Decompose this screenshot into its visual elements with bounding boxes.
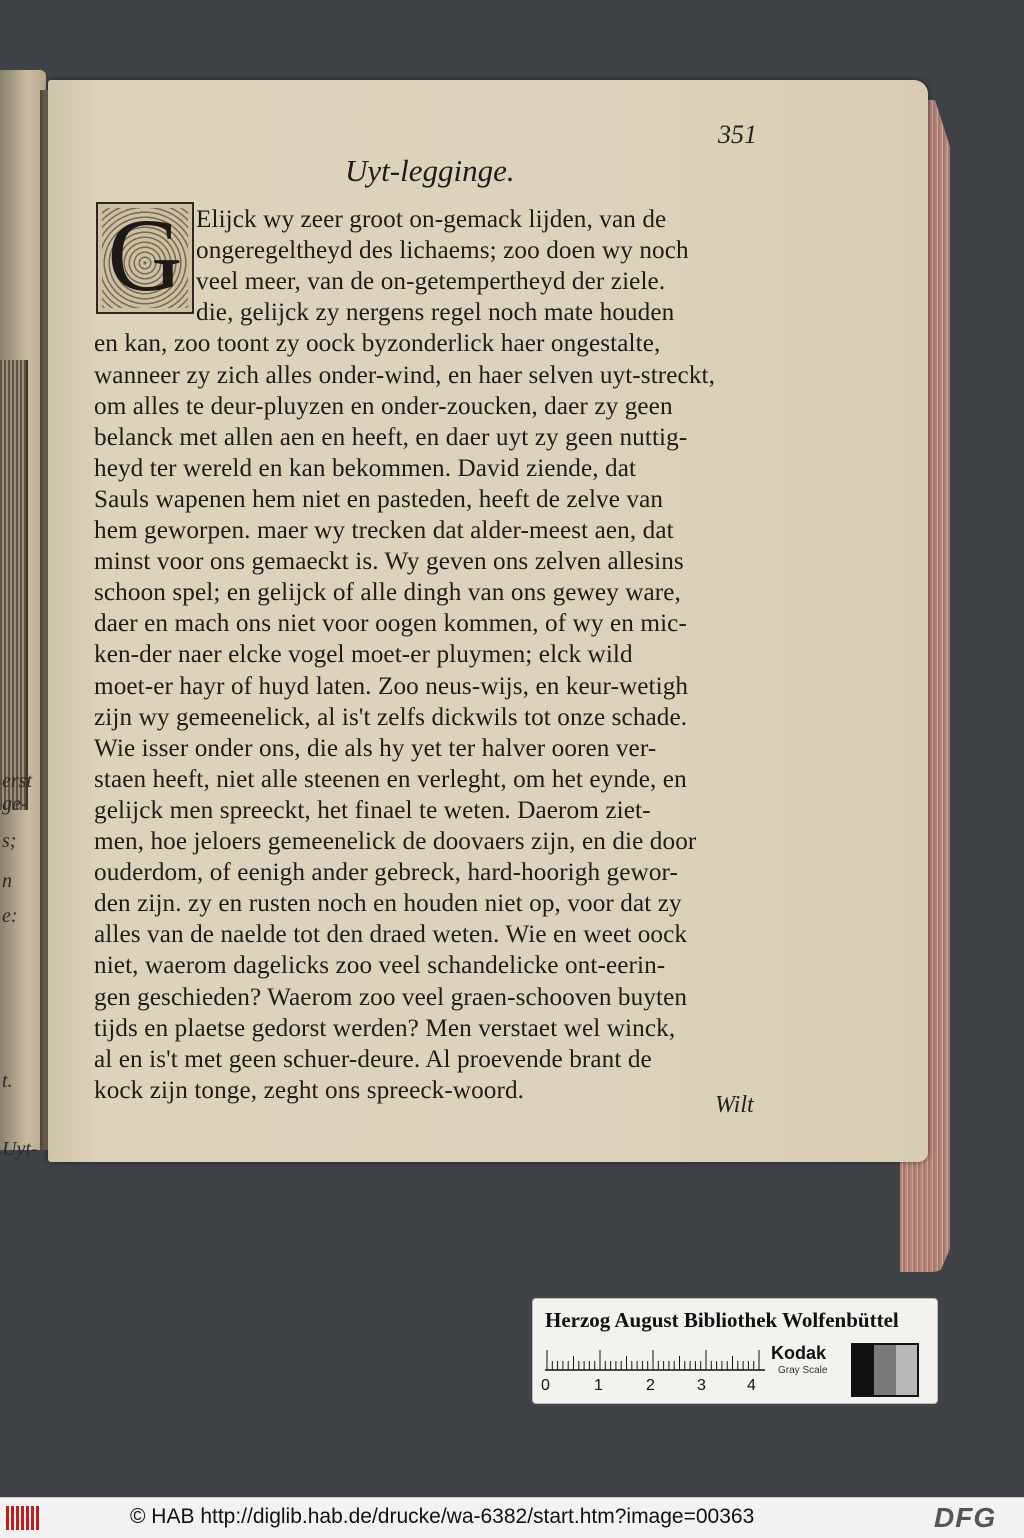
- page-heading: Uyt-legginge.: [345, 153, 515, 188]
- text-line: den zijn. zy en rusten noch en houden niet op, voor dat zy: [94, 890, 682, 918]
- text-line: niet, waerom dagelicks zoo veel schandelicke ont-eerin-: [94, 952, 666, 980]
- ornamental-initial: [96, 198, 194, 314]
- ruler-number: 1: [594, 1377, 603, 1394]
- left-page-fragment: t.: [2, 1070, 13, 1092]
- text-line: om alles te deur-pluyzen en onder-zoucken, daer zy geen: [94, 392, 673, 420]
- text-line: tijds en plaetse gedorst werden? Men verstaet wel winck,: [94, 1014, 676, 1042]
- kodak-logo: Kodak: [771, 1343, 827, 1363]
- ruler-number: 4: [747, 1377, 756, 1394]
- text-line: men, hoe jeloers gemeenelick de doovaers zijn, en die door: [94, 828, 697, 855]
- hab-logo-icon: [6, 1506, 40, 1530]
- text-line: al en is't met geen schuer-deure. Al proevende brant de: [94, 1045, 652, 1073]
- swatch-dark: [853, 1345, 874, 1395]
- page-number: 351: [718, 120, 757, 149]
- swatch-light: [896, 1345, 917, 1395]
- text-line: schoon spel; en gelijck of alle dingh van ons gewey ware,: [94, 579, 681, 607]
- text-line: die, gelijck zy nergens regel noch mate houden: [196, 299, 675, 327]
- text-line: gen geschieden? Waerom zoo veel graen-schooven buyten: [94, 983, 688, 1011]
- ruler-number: 2: [646, 1377, 655, 1394]
- text-line: heyd ter wereld en kan bekommen. David ziende, dat: [94, 454, 637, 482]
- text-line: Sauls wapenen hem niet en pasteden, heeft de zelve van: [94, 485, 664, 513]
- ruler-number: 3: [697, 1377, 706, 1394]
- text-line: kock zijn tonge, zeght ons spreeck-woord.: [94, 1076, 525, 1104]
- gray-scale-label: Gray Scale: [778, 1365, 828, 1376]
- left-page-engraving: [0, 360, 28, 810]
- text-line: gelijck men spreeckt, het finael te weten. Daerom ziet-: [94, 796, 651, 824]
- left-page-fragment: n: [2, 870, 12, 892]
- text-line: alles van de naelde tot den draed weten. Wie en weet oock: [94, 921, 688, 949]
- text-line: wanneer zy zich alles onder-wind, en haer selven uyt-streckt,: [94, 361, 716, 389]
- scale-ruler: [545, 1345, 765, 1371]
- left-page-fragment: s;: [2, 830, 17, 852]
- footer-bar: [0, 1497, 1024, 1538]
- text-line: belanck met allen aen en heeft, en daer uyt zy geen nuttig-: [94, 423, 688, 451]
- left-page-fragment: Uyt-: [2, 1138, 38, 1160]
- card-title: Herzog August Bibliothek Wolfenbüttel: [545, 1308, 899, 1332]
- library-card: [532, 1298, 938, 1404]
- left-page-fragment: erst ge-: [2, 770, 32, 815]
- text-line: ongeregeltheyd des lichaems; zoo doen wy noch: [196, 237, 689, 265]
- dfg-logo: DFG: [934, 1502, 997, 1533]
- text-line: hem geworpen. maer wy trecken dat alder-meest aen, dat: [94, 517, 674, 544]
- ruler-number: 0: [541, 1377, 550, 1394]
- gray-scale-swatch: [851, 1343, 919, 1397]
- catchword: Wilt: [715, 1092, 754, 1118]
- text-line: Elijck wy zeer groot on-gemack lijden, van de: [196, 206, 667, 233]
- text-line: en kan, zoo toont zy oock byzonderlick haer ongestalte,: [94, 330, 661, 358]
- text-line: daer en mach ons niet voor oogen kommen, of wy en mic-: [94, 610, 687, 638]
- text-line: Wie isser onder ons, die als hy yet ter halver ooren ver-: [94, 734, 657, 762]
- text-line: minst voor ons gemaeckt is. Wy geven ons zelven allesins: [94, 548, 684, 576]
- text-line: moet-er hayr of huyd laten. Zoo neus-wijs, en keur-wetigh: [94, 672, 689, 700]
- initial-letter: G: [107, 198, 183, 313]
- left-page-fragment: e:: [2, 905, 18, 927]
- text-line: veel meer, van de on-getempertheyd der ziele.: [196, 268, 666, 296]
- text-line: staen heeft, niet alle steenen en verleght, om het eynde, en: [94, 765, 687, 793]
- text-line: zijn wy gemeenelick, al is't zelfs dickwils tot onze schade.: [94, 703, 688, 731]
- swatch-mid: [874, 1345, 895, 1395]
- footer-credit-link[interactable]: © HAB http://diglib.hab.de/drucke/wa-6382/start.htm?image=00363: [130, 1505, 755, 1528]
- text-line: ouderdom, of eenigh ander gebreck, hard-hoorigh gewor-: [94, 859, 678, 887]
- text-line: ken-der naer elcke vogel moet-er pluymen; elck wild: [94, 641, 633, 669]
